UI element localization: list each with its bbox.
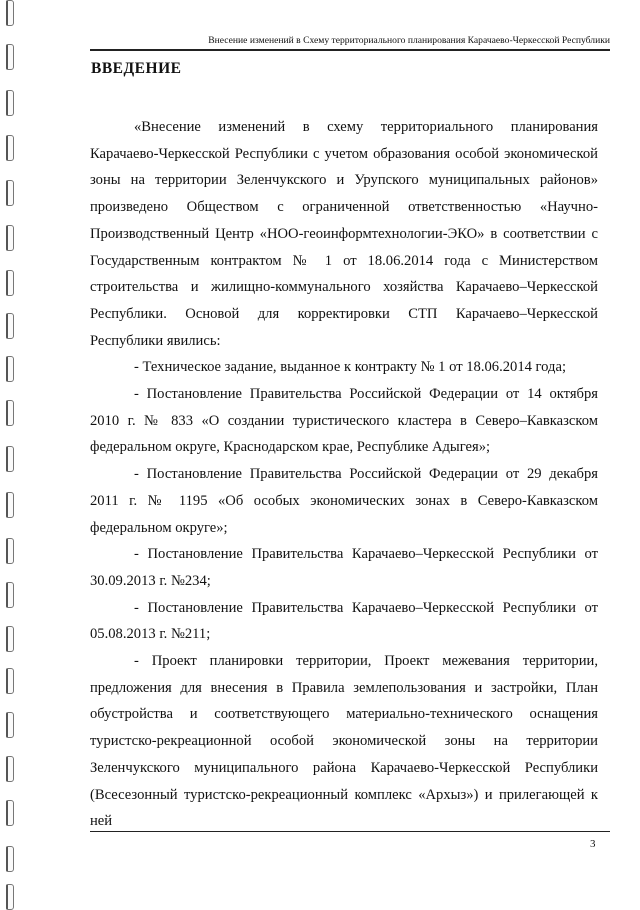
footer-rule: [90, 831, 610, 832]
binding-hole: [6, 270, 14, 296]
header-rule: [90, 49, 610, 51]
binding-hole: [6, 44, 14, 70]
binding-hole: [6, 626, 14, 652]
running-header: Внесение изменений в Схему территориального планирования Карачаево-Черкесской Республики: [208, 35, 610, 46]
list-item: - Постановление Правительства Российской Федерации от 29 декабря 2011 г. № 1195 «Об особых экономических зонах в Северо-Кавказском федеральном округе»;: [90, 466, 598, 536]
binding-hole: [6, 90, 14, 116]
binding-hole: [6, 800, 14, 826]
list-item: - Постановление Правительства Российской Федерации от 14 октября 2010 г. № 833 «О создании туристического кластера в Северо–Кавказском федеральном округе, Краснодарском крае, Республике Адыгея»;: [90, 386, 598, 456]
binding-hole: [6, 313, 14, 339]
binding-hole: [6, 846, 14, 872]
binding-hole: [6, 712, 14, 738]
list-item: - Постановление Правительства Карачаево–Черкесской Республики от 30.09.2013 г. №234;: [90, 546, 598, 589]
binding-hole: [6, 0, 14, 26]
binding-hole: [6, 180, 14, 206]
binding-holes: [0, 0, 22, 905]
list-item: - Проект планировки территории, Проект межевания территории, предложения для внесения в Правила землепользования и застройки, План обустройства и соответствующего материально-технического оснащения туристско-рекреационной особой экономической зоны на территории Зеленчукского муниципального района Карачаево-Черкесской Республики (Всесезонный туристско-рекреационный комплекс «Архыз») и прилегающей к ней: [90, 653, 598, 830]
binding-hole: [6, 356, 14, 382]
binding-hole: [6, 225, 14, 251]
intro-paragraph: «Внесение изменений в схему территориального планирования Карачаево-Черкесской Республики с учетом образования особой экономической зоны на территории Зеленчукского и Урупского муниципальных районов» произведено Обществом с ограниченной ответственностью «Научно-Производственный Центр «НОО-геоинформтехнологии-ЭКО» в соответствии с Государственным контрактом № 1 от 18.06.2014 года с Министерством строительства и жилищно-коммунального хозяйства Карачаево–Черкесской Республики. Основой для корректировки СТП Карачаево–Черкесской Республики явились:: [90, 119, 598, 349]
binding-hole: [6, 756, 14, 782]
binding-hole: [6, 668, 14, 694]
binding-hole: [6, 492, 14, 518]
binding-hole: [6, 135, 14, 161]
binding-hole: [6, 400, 14, 426]
binding-hole: [6, 538, 14, 564]
section-title: ВВЕДЕНИЕ: [91, 60, 182, 77]
body-text: [90, 114, 598, 835]
list-item: - Постановление Правительства Карачаево–Черкесской Республики от 05.08.2013 г. №211;: [90, 599, 598, 643]
page-number: 3: [590, 838, 596, 850]
binding-hole: [6, 884, 14, 910]
list-item: - Техническое задание, выданное к контракту № 1 от 18.06.2014 года;: [134, 359, 567, 376]
binding-hole: [6, 446, 14, 472]
binding-hole: [6, 582, 14, 608]
